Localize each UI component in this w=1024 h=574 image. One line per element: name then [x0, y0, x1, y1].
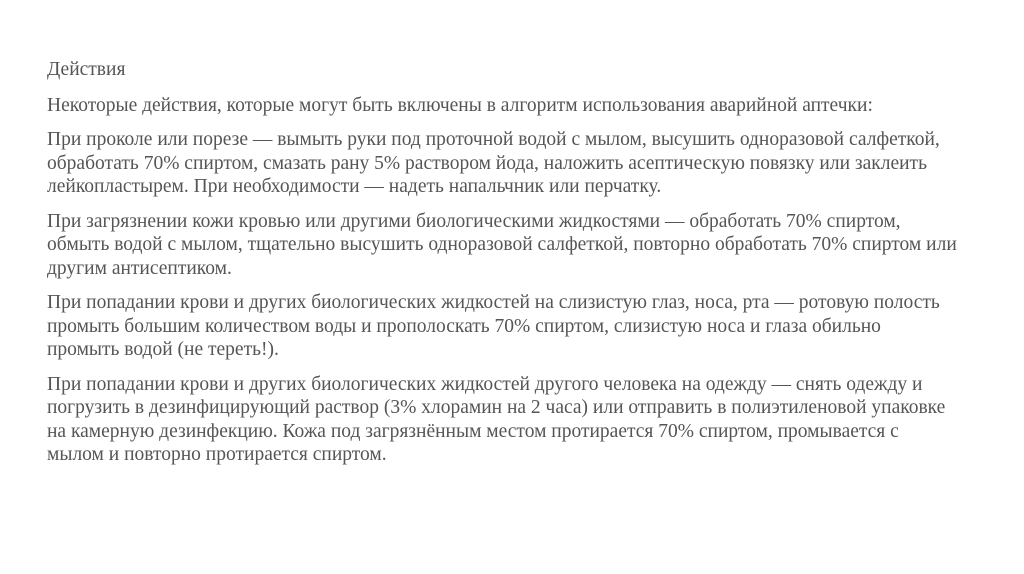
- paragraph-mucosa-contact: При попадании крови и других биологических жидкостей на слизистую глаз, носа, рта — ротовую полость промыть большим количеством воды и прополоскать 70% спиртом, слизистую носа и глаза обильно промыть водой (не тереть!).: [47, 292, 940, 360]
- paragraph-intro: Некоторые действия, которые могут быть включены в алгоритм использования аварийной аптечки:: [47, 94, 873, 116]
- paragraph-clothing-contamination: При попадании крови и других биологических жидкостей другого человека на одежду — снять одежду и погрузить в дезинфицирующий раствор (3% хлорамин на 2 часа) или отправить в полиэтиленовой упаковке на камерную дезинфекцию. Кожа под загрязнённым местом протирается 70% спиртом, промывается с мылом и повторно протирается спиртом.: [47, 373, 946, 465]
- slide-content: [47, 58, 957, 478]
- slide-heading: Действия: [47, 59, 126, 80]
- paragraph-puncture-cut: При проколе или порезе — вымыть руки под проточной водой с мылом, высушить одноразовой салфеткой, обработать 70% спиртом, смазать рану 5% раствором йода, наложить асептическую повязку или заклеить лейкопластырем. При необходимости — надеть напальчник или перчатку.: [47, 129, 940, 197]
- paragraph-skin-contamination: При загрязнении кожи кровью или другими биологическими жидкостями — обработать 70% спиртом, обмыть водой с мылом, тщательно высушить одноразовой салфеткой, повторно обработать 70% спиртом или другим антисептиком.: [47, 210, 957, 279]
